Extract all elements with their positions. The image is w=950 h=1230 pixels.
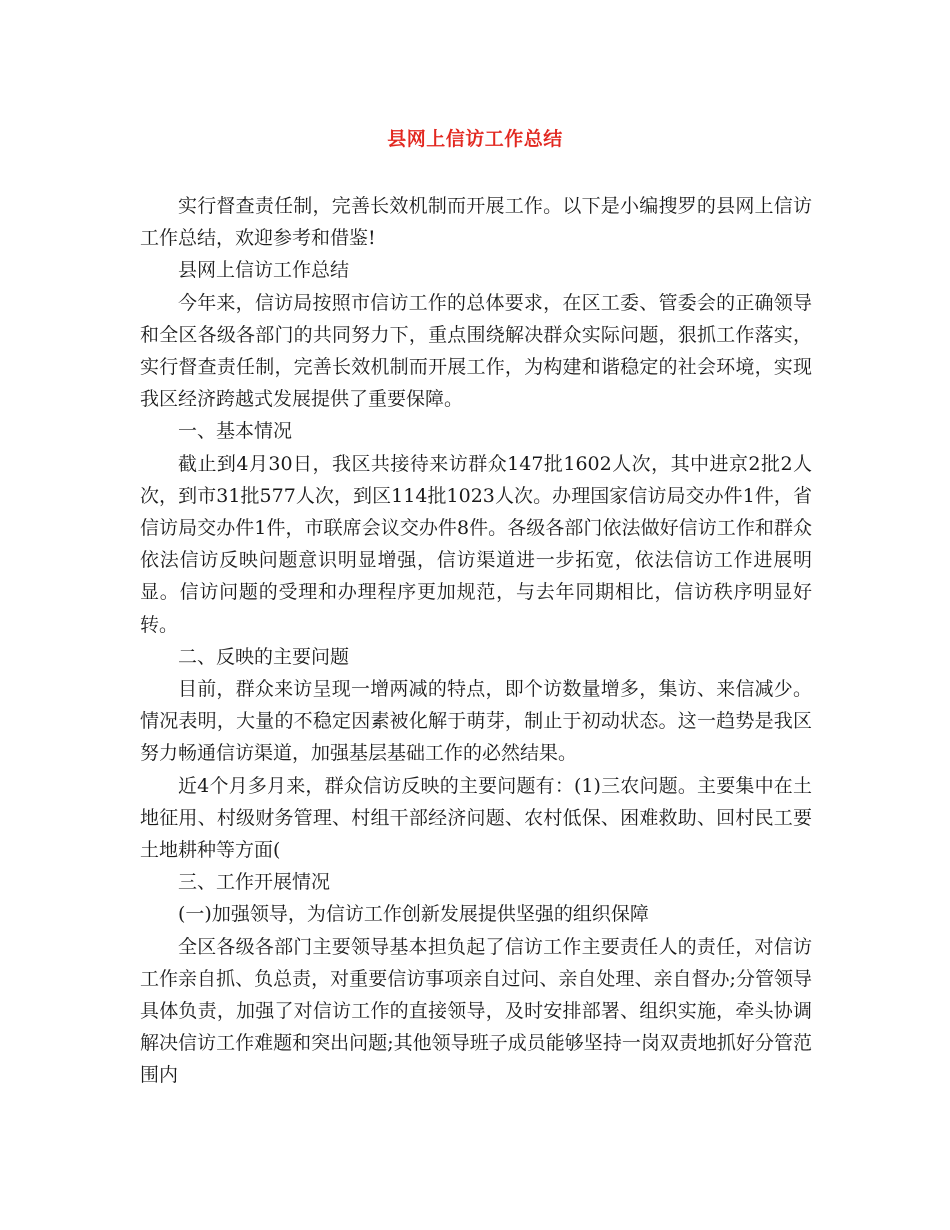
paragraph-overview: 今年来，信访局按照市信访工作的总体要求，在区工委、管委会的正确领导和全区各级各部门的共同努力下，重点围绕解决群众实际问题，狠抓工作落实，实行督查责任制，完善长效机制而开展工作，为构建和谐稳定的社会环境，实现我区经济跨越式发展提供了重要保障。 [140, 291, 812, 411]
paragraph-intro: 实行督查责任制，完善长效机制而开展工作。以下是小编搜罗的县网上信访工作总结，欢迎参考和借鉴! [140, 195, 812, 250]
paragraph-leadership: 全区各级各部门主要领导基本担负起了信访工作主要责任人的责任，对信访工作亲自抓、负总责，对重要信访事项亲自过问、亲自处理、亲自督办;分管领导具体负责，加强了对信访工作的直接领导，及时安排部署、组织实施，牵头协调解决信访工作难题和突出问题;其他领导班子成员能够坚持一岗双责地抓好分管范围内 [140, 935, 812, 1087]
paragraph-subtitle: 县网上信访工作总结 [178, 259, 350, 282]
document-title: 县网上信访工作总结 [387, 128, 563, 150]
document-body [140, 190, 812, 1092]
section-heading-main-issues: 二、反映的主要问题 [178, 645, 350, 668]
section-heading-work-progress: 三、工作开展情况 [178, 871, 331, 894]
paragraph-basic-situation: 截止到4月30日，我区共接待来访群众147批1602人次，其中进京2批2人次，到市31批577人次，到区114批1023人次。办理国家信访局交办件1件，省信访局交办件1件，市联席会议交办件8件。各级各部门依法做好信访工作和群众依法信访反映问题意识明显增强，信访渠道进一步拓宽，依法信访工作进展明显。信访问题的受理和办理程序更加规范，与去年同期相比，信访秩序明显好转。 [140, 452, 812, 636]
subsection-heading-leadership: (一)加强领导，为信访工作创新发展提供坚强的组织保障 [178, 903, 649, 926]
section-heading-basic-situation: 一、基本情况 [178, 420, 293, 443]
paragraph-trend: 目前，群众来访呈现一增两减的特点，即个访数量增多，集访、来信减少。情况表明，大量的不稳定因素被化解于萌芽，制止于初动状态。这一趋势是我区努力畅通信访渠道，加强基层基础工作的必然结果。 [140, 678, 812, 765]
paragraph-main-issues: 近4个月多月来，群众信访反映的主要问题有：(1)三农问题。主要集中在土地征用、村级财务管理、村组干部经济问题、农村低保、困难救助、回村民工要土地耕种等方面( [140, 774, 812, 862]
